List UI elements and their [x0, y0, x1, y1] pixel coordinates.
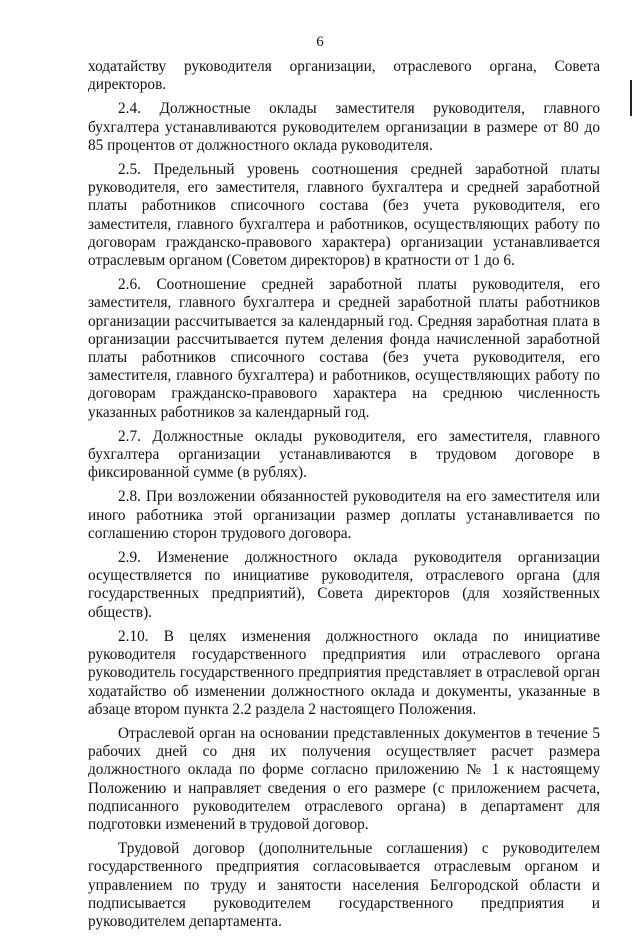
page-number: 6: [316, 34, 324, 50]
paragraph-2-5: 2.5. Предельный уровень соотношения средней заработной платы руководителя, его заместителя, главного бухгалтера и средней заработной платы работников списочного состава (без учета руководителя, его заместителя, главного бухгалтера и работников, осуществляющих работу по договорам гражданско-правового характера) организации устанавливается отраслевым органом (Советом директоров) в кратности от 1 до 6.: [88, 161, 600, 270]
margin-mark: [630, 80, 632, 116]
paragraph-2-8: 2.8. При возложении обязанностей руководителя на его заместителя или иного работника этой организации размер доплаты устанавливается по соглашению сторон трудового договора.: [88, 488, 600, 542]
paragraph-2-6: 2.6. Соотношение средней заработной платы руководителя, его заместителя, главного бухгалтера и средней заработной платы работников организации рассчитывается за календарный год. Средняя заработная плата в организации рассчитывается путем деления фонда начисленной заработной платы работников списочного состава (без учета руководителя, его заместителя, главного бухгалтера) и работников, осуществляющих работу по договорам гражданско-правового характера на среднюю численность указанных работников за календарный год.: [88, 276, 600, 421]
paragraph-2-10-sub2: Трудовой договор (дополнительные соглашения) с руководителем государственного предприятия согласовывается отраслевым органом и управлением по труду и занятости населения Белгородской области и подписывается руководителем государственного предприятия и руководителем департамента.: [88, 840, 600, 930]
paragraph-2-4: 2.4. Должностные оклады заместителя руководителя, главного бухгалтера устанавливаются руководителем организации в размере от 80 до 85 процентов от должностного оклада руководителя.: [88, 100, 600, 154]
document-body: [88, 58, 600, 937]
paragraph-2-9: 2.9. Изменение должностного оклада руководителя организации осуществляется по инициативе руководителя, отраслевого органа (для государственных предприятий), Совета директоров (для хозяйственных обществ).: [88, 549, 600, 621]
paragraph-2-10: 2.10. В целях изменения должностного оклада по инициативе руководителя государственного предприятия или отраслевого органа руководитель государственного предприятия представляет в отраслевой орган ходатайство об изменении должностного оклада и документы, указанные в абзаце втором пункта 2.2 раздела 2 настоящего Положения.: [88, 627, 600, 718]
paragraph-continuation: ходатайству руководителя организации, отраслевого органа, Совета директоров.: [88, 58, 600, 94]
paragraph-2-7: 2.7. Должностные оклады руководителя, его заместителя, главного бухгалтера организации устанавливаются в трудовом договоре в фиксированной сумме (в рублях).: [88, 427, 600, 482]
paragraph-2-10-sub1: Отраслевой орган на основании представленных документов в течение 5 рабочих дней со дня их получения осуществляет расчет размера должностного оклада по форме согласно приложению № 1 к настоящему Положению и направляет сведения о его размере (с приложением расчета, подписанного руководителем отраслевого органа) в департамент для подготовки изменений в трудовой договор.: [88, 724, 600, 833]
